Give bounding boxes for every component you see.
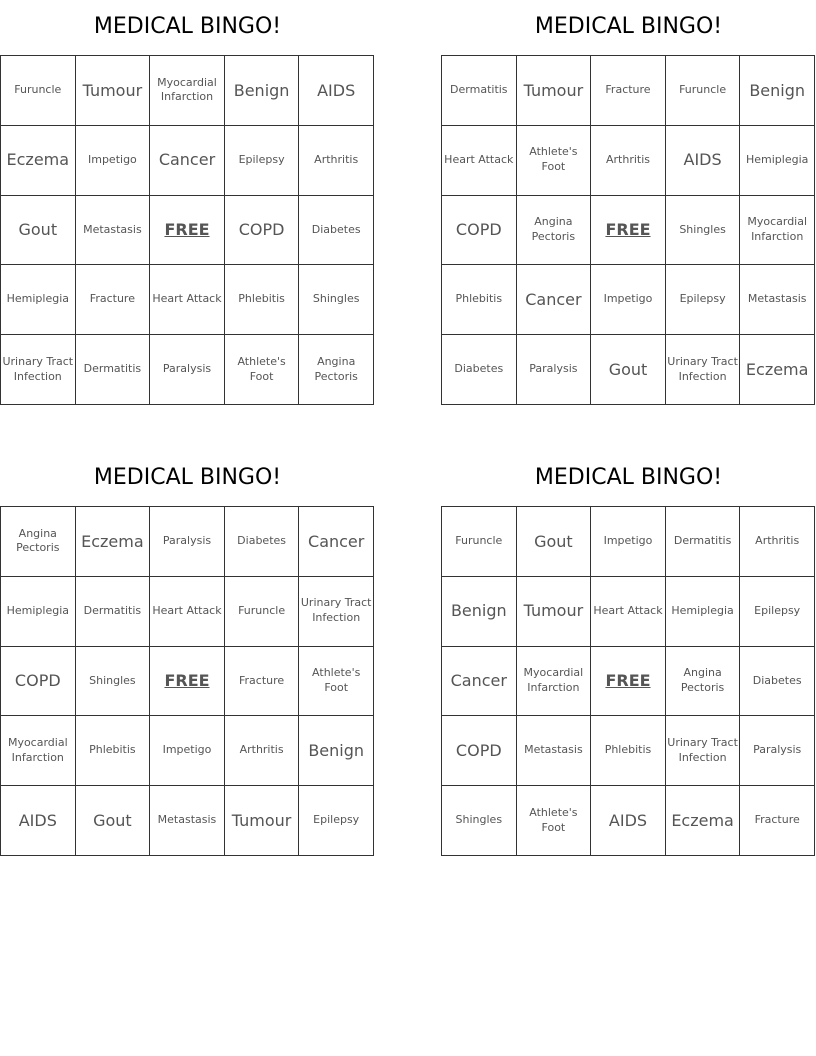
bingo-cell: Myocardial Infarction [517,647,592,717]
bingo-cell: Athlete's Foot [299,647,374,717]
bingo-card [441,0,816,406]
bingo-cell: Angina Pectoris [517,196,592,266]
bingo-card [0,451,375,857]
bingo-cell: Furuncle [225,577,300,647]
bingo-cell: Metastasis [76,196,151,266]
bingo-cell: Furuncle [1,56,76,126]
bingo-cell: Furuncle [442,507,517,577]
bingo-cell: Furuncle [666,56,741,126]
bingo-cell: Angina Pectoris [299,335,374,405]
bingo-cell: Diabetes [442,335,517,405]
bingo-cell: AIDS [299,56,374,126]
bingo-cell: Phlebitis [225,265,300,335]
bingo-cell: Athlete's Foot [225,335,300,405]
bingo-cell: Angina Pectoris [666,647,741,717]
bingo-cell: Paralysis [740,716,815,786]
bingo-cell: Dermatitis [442,56,517,126]
bingo-cell: Arthritis [740,507,815,577]
bingo-cell: Benign [299,716,374,786]
bingo-cell: Epilepsy [666,265,741,335]
bingo-cell: Phlebitis [76,716,151,786]
bingo-cell: Urinary Tract Infection [666,716,741,786]
bingo-cell: Hemiplegia [1,265,76,335]
bingo-cell: Diabetes [225,507,300,577]
bingo-cell: Tumour [517,56,592,126]
bingo-cell: Metastasis [740,265,815,335]
bingo-cell: COPD [1,647,76,717]
bingo-cell: Hemiplegia [1,577,76,647]
bingo-cell: Cancer [517,265,592,335]
bingo-cell: Arthritis [299,126,374,196]
bingo-grid [441,55,815,405]
bingo-card [441,451,816,857]
bingo-cell: COPD [442,196,517,266]
bingo-cell: Metastasis [150,786,225,856]
bingo-cell: Fracture [225,647,300,717]
card-title: MEDICAL BINGO! [534,14,723,39]
bingo-cell: Impetigo [150,716,225,786]
bingo-cell: Shingles [442,786,517,856]
bingo-cell: Paralysis [517,335,592,405]
free-space-cell: FREE [591,196,666,266]
free-space-cell: FREE [150,196,225,266]
bingo-cell: Heart Attack [150,265,225,335]
bingo-cell: Shingles [76,647,151,717]
bingo-cell: Tumour [76,56,151,126]
free-space-cell: FREE [591,647,666,717]
bingo-cell: Athlete's Foot [517,126,592,196]
bingo-cell: COPD [225,196,300,266]
bingo-cell: Fracture [740,786,815,856]
bingo-cell: Gout [517,507,592,577]
bingo-cell: Heart Attack [591,577,666,647]
bingo-cell: Cancer [299,507,374,577]
bingo-cell: Cancer [442,647,517,717]
bingo-cell: Eczema [666,786,741,856]
bingo-cell: Tumour [225,786,300,856]
bingo-cell: Myocardial Infarction [150,56,225,126]
bingo-cell: Arthritis [591,126,666,196]
card-title: MEDICAL BINGO! [93,14,282,39]
bingo-cell: Myocardial Infarction [740,196,815,266]
bingo-cell: Eczema [1,126,76,196]
bingo-cell: Dermatitis [76,577,151,647]
bingo-cell: Epilepsy [299,786,374,856]
bingo-cell: Metastasis [517,716,592,786]
bingo-cell: Arthritis [225,716,300,786]
bingo-cell: Urinary Tract Infection [299,577,374,647]
bingo-cell: Heart Attack [442,126,517,196]
bingo-grid [0,55,374,405]
bingo-cell: AIDS [1,786,76,856]
bingo-cell: Phlebitis [442,265,517,335]
bingo-cell: Epilepsy [225,126,300,196]
bingo-cell: Epilepsy [740,577,815,647]
bingo-cell: Gout [1,196,76,266]
bingo-cell: Myocardial Infarction [1,716,76,786]
bingo-cell: Impetigo [591,507,666,577]
bingo-cell: Dermatitis [76,335,151,405]
bingo-cell: Hemiplegia [740,126,815,196]
bingo-cell: Benign [225,56,300,126]
bingo-cell: Benign [442,577,517,647]
bingo-cell: Urinary Tract Infection [1,335,76,405]
bingo-cell: AIDS [666,126,741,196]
card-title: MEDICAL BINGO! [93,465,282,490]
bingo-cell: Eczema [740,335,815,405]
bingo-cell: Impetigo [591,265,666,335]
bingo-cell: Gout [76,786,151,856]
bingo-cell: Eczema [76,507,151,577]
bingo-cell: Hemiplegia [666,577,741,647]
bingo-cell: Heart Attack [150,577,225,647]
bingo-cell: Fracture [591,56,666,126]
bingo-cell: Diabetes [299,196,374,266]
card-title: MEDICAL BINGO! [534,465,723,490]
bingo-cell: Tumour [517,577,592,647]
free-space-cell: FREE [150,647,225,717]
bingo-cell: Shingles [666,196,741,266]
bingo-cell: Fracture [76,265,151,335]
bingo-cell: Paralysis [150,507,225,577]
bingo-cell: Shingles [299,265,374,335]
bingo-cell: Angina Pectoris [1,507,76,577]
bingo-cell: COPD [442,716,517,786]
bingo-cell: Diabetes [740,647,815,717]
bingo-cell: Gout [591,335,666,405]
bingo-card [0,0,375,406]
bingo-cell: Dermatitis [666,507,741,577]
bingo-cell: AIDS [591,786,666,856]
bingo-cell: Phlebitis [591,716,666,786]
bingo-cell: Athlete's Foot [517,786,592,856]
bingo-grid [441,506,815,856]
bingo-cell: Impetigo [76,126,151,196]
bingo-cell: Benign [740,56,815,126]
bingo-cell: Cancer [150,126,225,196]
bingo-grid [0,506,374,856]
bingo-cell: Paralysis [150,335,225,405]
bingo-cell: Urinary Tract Infection [666,335,741,405]
